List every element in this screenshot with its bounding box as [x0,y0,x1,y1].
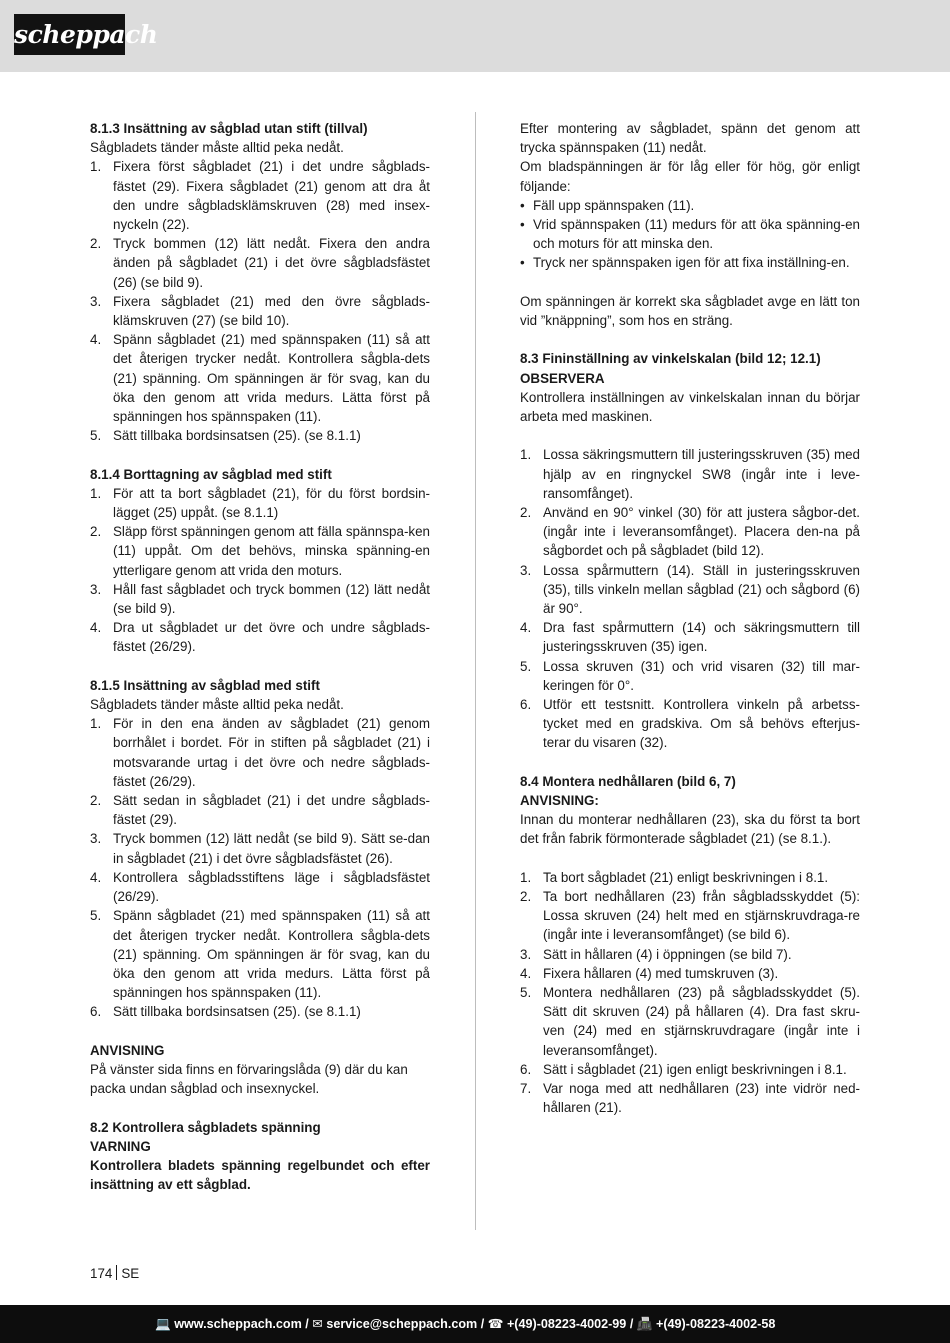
section-title-8-1-4: 8.1.4 Borttagning av sågblad med stift [90,466,332,482]
list-item-marker: 5. [520,658,532,674]
page-language: SE [121,1266,140,1281]
list-item [520,695,860,753]
list-item [520,887,860,945]
list-item [520,868,860,887]
list-8-3 [520,445,860,752]
warning-text: Kontrollera bladets spänning regelbundet och efter insättning av ett sågblad. [90,1157,430,1193]
list-8-1-5 [90,714,430,1021]
list-item-marker: 4. [90,332,102,348]
list-item-marker: 4. [520,620,532,636]
list-item-text: Fixera sågbladet (21) med den övre sågblads-klämskruven (27) (se bild 10). [113,293,430,329]
list-item [520,983,860,1060]
paragraph: Om spänningen är korrekt ska sågbladet avge en lätt ton vid ”knäppning”, som hos en sträng. [520,293,860,329]
note-title: ANVISNING: [520,793,599,809]
list-item-marker: 6. [520,697,532,713]
list-item-marker: 1. [90,485,102,501]
list-item [90,829,430,867]
section-title-8-3: 8.3 Fininställning av vinkelskalan (bild 12; 12.1) [520,351,821,367]
list-8-1-4 [90,484,430,657]
fax-number: +(49)-08223-4002-58 [656,1317,776,1331]
section-title-8-4: 8.4 Montera nedhållaren (bild 6, 7) [520,773,736,789]
list-item-text: Vrid spännspaken (11) medurs för att öka spänning-en och moturs för att minska den. [533,217,860,252]
brand-logo: scheppach [14,14,125,55]
list-item-marker: 1. [520,869,532,885]
right-column [520,119,860,1117]
list-item-marker: 3. [520,562,532,578]
list-item-text: Tryck ner spännspaken igen för att fixa inställning-en. [533,255,850,271]
list-item [520,618,860,656]
note-text: På vänster sida finns en förvaringslåda (9) där du kan packa undan sågblad och insexnyckel. [90,1061,408,1097]
list-item [520,561,860,619]
bullet-list [520,196,860,273]
page-separator [116,1265,117,1280]
list-item-marker: 7. [520,1081,532,1097]
list-item-marker: 2. [90,524,102,540]
list-item [90,580,430,618]
list-item-text: Utför ett testsnitt. Kontrollera vinkeln på arbetss-tycket med en gradskiva. Om så behövs efterjus-terar du visaren (32). [543,697,860,751]
fax-icon: 📠 [636,1317,653,1331]
list-item-text: Lossa säkringsmuttern till justeringsskruven (35) med hjälp av en ringnyckel SW8 (ingår inte i leve-ransomfånget). [543,447,860,501]
list-item [520,1060,860,1079]
list-item-text: Dra ut sågbladet ur det övre och undre sågblads-fästet (26/29). [113,620,430,655]
list-item-marker: 2. [520,505,532,521]
list-item-text: Sätt tillbaka bordsinsatsen (25). (se 8.1.1) [113,428,361,444]
contact-footer [0,1305,950,1343]
paragraph: Kontrollera inställningen av vinkelskalan innan du börjar arbeta med maskinen. [520,389,860,425]
paragraph: Om bladspänningen är för låg eller för hög, gör enligt följande: [520,159,860,194]
list-item-text: Kontrollera sågbladsstiftens läge i sågbladsfästet (26/29). [113,869,430,905]
list-8-1-3 [90,157,430,445]
list-item-text: Tryck bommen (12) lätt nedåt. Fixera den andra änden på sågbladet (21) i det övre sågbladsfästet (26) (se bild 9). [113,236,430,290]
list-item [90,791,430,829]
warning-title: VARNING [90,1138,151,1154]
list-item [90,618,430,656]
list-item-text: Sätt in hållaren (4) i öppningen (se bild 7). [543,946,792,962]
list-item [90,292,430,330]
list-item-text: För in den ena änden av sågbladet (21) genom borrhålet i bordet. För in stiften på sågbladet (21) i motsvarande urtag i det övre och nedre sågblads-fästet (26/29). [113,716,430,789]
list-item-marker: 3. [90,581,102,597]
section-title-8-1-3: 8.1.3 Insättning av sågblad utan stift (tillval) [90,121,368,136]
list-item [520,503,860,561]
list-item-text: Fixera hållaren (4) med tumskruven (3). [543,965,779,981]
list-item [90,714,430,791]
computer-icon: 💻 [155,1317,171,1331]
list-item-marker: 1. [90,716,102,732]
list-item-text: Lossa spårmuttern (14). Ställ in justeringsskruven (35), tills vinkeln mellan sågblad (21) och sågbord (6) är 90°. [543,562,860,617]
list-item-text: Montera nedhållaren (23) på sågbladsskyddet (5). Sätt dit skruven (24) på hållaren (4). Dra fast skru-ven (24) med en stjärnskruvdragare (ingår inte i leveransomfånget). [543,985,860,1058]
list-item-marker: 3. [520,946,532,962]
list-item-marker: 2. [90,236,102,252]
list-item-text: Fixera först sågbladet (21) i det undre sågblads-fästet (29). Fixera sågbladet (21) genom att dra åt den undre sågbladsklämskruven (28) med insex-nyckeln (22). [113,159,430,233]
list-item-marker: 3. [90,831,102,847]
list-item [520,657,860,695]
list-item-text: Tryck bommen (12) lätt nedåt (se bild 9). Sätt se-dan in sågbladet (21) i det övre sågbladsfästet (26). [113,831,430,866]
list-item-text: För att ta bort sågbladet (21), för du först bordsin-lägget (25) uppåt. (se 8.1.1) [113,485,430,521]
list-item [520,945,860,964]
email-link[interactable]: service@scheppach.com / [326,1317,485,1331]
list-item-marker: • [520,217,525,233]
list-8-4 [520,868,860,1118]
list-item-text: Håll fast sågbladet och tryck bommen (12) lätt nedåt (se bild 9). [113,581,430,617]
paragraph: Efter montering av sågbladet, spänn det genom att trycka spännspaken (11) nedåt. [520,121,860,156]
list-item-text: Sätt tillbaka bordsinsatsen (25). (se 8.1.1) [113,1004,361,1020]
list-item [520,196,860,215]
list-item-marker: 3. [90,293,102,309]
list-item-marker: 5. [90,908,102,924]
list-item [90,522,430,580]
list-item-marker: 2. [90,793,102,809]
list-item-text: Sätt sedan in sågbladet (21) i det undre sågblads-fästet (29). [113,793,430,828]
note-title: ANVISNING [90,1042,165,1058]
list-item-marker: 1. [90,159,102,175]
list-item-marker: 4. [90,869,102,885]
website-link[interactable]: www.scheppach.com / [174,1317,309,1331]
list-item-text: Lossa skruven (31) och vrid visaren (32) till mar-keringen för 0°. [543,658,860,693]
list-item-text: Sätt i sågbladet (21) igen enligt beskrivningen i 8.1. [543,1061,847,1077]
left-column [90,119,430,1194]
list-item [90,1002,430,1021]
list-item-text: Spänn sågbladet (21) med spännspaken (11) så att det återigen trycker nedåt. Kontrollera sågbla-dets (21) spänning. Om spänningen är för svag, kan du öka den genom att vrida medurs. Lätta först på spänningen hos spännspaken (11). [113,332,430,425]
list-item [520,1079,860,1117]
list-item-marker: • [520,197,525,213]
list-item-marker: 6. [90,1004,102,1020]
list-item [520,215,860,253]
list-item [520,253,860,272]
list-item [90,157,430,234]
list-item [90,330,430,426]
list-item [520,445,860,503]
section-title-8-1-5: 8.1.5 Insättning av sågblad med stift [90,677,320,693]
list-item-marker: 6. [520,1061,532,1077]
phone-number: +(49)-08223-4002-99 / [506,1317,634,1331]
section-intro: Sågbladets tänder måste alltid peka nedåt. [90,697,344,713]
section-intro: Sågbladets tänder måste alltid peka nedåt. [90,140,344,156]
page-number-value: 174 [90,1266,113,1281]
list-item [90,234,430,292]
observe-title: OBSERVERA [520,370,605,386]
list-item [90,868,430,906]
section-title-8-2: 8.2 Kontrollera sågbladets spänning [90,1119,321,1135]
phone-icon: ☎ [487,1317,504,1331]
list-item-marker: 5. [520,985,532,1001]
column-divider [475,112,476,1230]
list-item-marker: 4. [90,620,102,636]
list-item-text: Ta bort sågbladet (21) enligt beskrivningen i 8.1. [543,869,829,885]
list-item [90,426,430,445]
list-item-marker: 5. [90,428,102,444]
list-item-text: Spänn sågbladet (21) med spännspaken (11) så att det återigen trycker nedåt. Kontrollera sågbla-dets (21) spänning. Om spänningen är för svag, kan du öka den genom att vrida medurs. Lätta först på spänningen hos spännspaken (11). [113,908,430,1001]
list-item-marker: 4. [520,965,532,981]
list-item-text: Ta bort nedhållaren (23) från sågbladsskyddet (5): Lossa skruven (24) helt med en stjärnskruvdraga-re (ingår inte i leveransomfånget) (se bild 6). [543,889,860,943]
list-item [90,484,430,522]
list-item-marker: 2. [520,889,532,905]
list-item [520,964,860,983]
page-number [90,1265,139,1281]
page-header [0,0,950,72]
paragraph: Innan du monterar nedhållaren (23), ska du först ta bort det från fabrik förmonterade sågbladet (21) (se 8.1.). [520,812,860,847]
list-item-text: Var noga med att nedhållaren (23) inte vidrör ned-hållaren (21). [543,1081,860,1116]
list-item [90,906,430,1002]
list-item-text: Dra fast spårmuttern (14) och säkringsmuttern till justeringsskruven (35) igen. [543,620,860,655]
mail-icon: ✉ [312,1317,323,1331]
list-item-text: Fäll upp spännspaken (11). [533,197,695,213]
list-item-text: Använd en 90° vinkel (30) för att justera sågbor-det. (ingår inte i leveransomfånget). Placera den-na på sågbordet och på sågbladet (bild 12). [543,505,860,559]
list-item-marker: • [520,255,525,271]
list-item-text: Släpp först spänningen genom att fälla spännspa-ken (11) uppåt. Om det behövs, minska spänning-en ytterligare genom att vrida den moturs. [113,524,430,578]
list-item-marker: 1. [520,447,532,463]
